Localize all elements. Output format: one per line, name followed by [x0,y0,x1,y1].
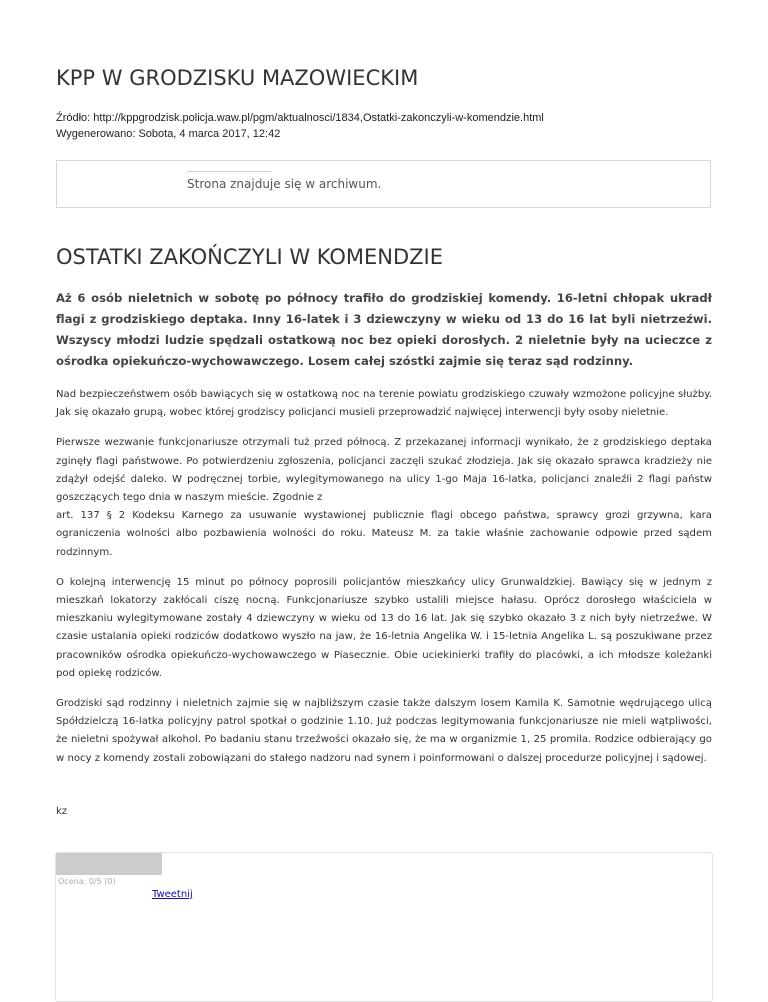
archive-notice: Strona znajduje się w archiwum. [187,177,382,191]
page-meta [56,110,544,142]
article-paragraph: O kolejną interwencję 15 minut po północy poprosili policjantów mieszkańcy ulicy Grunwaldzkiej. Bawiący się w jednym z mieszkań lokatorzy zakłócali ciszę nocną. Funkcjonariusze szybko ustalili miejsce hałasu. Oprócz dorosłego właściciela w mieszkaniu wylegitymowane zostały 4 dziewczyny w wieku od 13 do 16 lat. Jak się szybko okazało 3 z nich były nietrzeźwe. W czasie ustalania opieki rodziców dodatkowo wyszło na jaw, że 16-letnia Angelika W. i 15-letnia Angelika L. są poszukiwane przez pracowników ośrodka opiekuńczo-wychowawczego w Piasecznie. Obie uciekinierki trafiły do placówki, a ich młodsze koleżanki pod opiekę rodziców. [56,576,712,679]
generated-date: Wygenerowano: Sobota, 4 marca 2017, 12:42 [56,128,281,140]
archive-divider [187,171,271,172]
article-paragraph: Grodziski sąd rodzinny i nieletnich zajmie się w najbliższym czasie także dalszym losem Kamila K. Samotnie wędrującego ulicą Spółdzielczą 16-latka policyjny patrol spotkał o godzinie 1.10. Już podczas legitymowania funkcjonariusze nie mieli wątpliwości, że nieletni spożywał alkohol. Po badaniu stanu trzeźwości okazało się, że ma w organizmie 1, 25 promila. Rodzice odbierający go w nocy z komendy zostali zobowiązani do stałego nadzoru nad synem i poinformowani o dalszej procedurze policyjnej i sądowej. [56,698,712,764]
rating-text: Ocena: 0/5 (0) [58,877,116,886]
social-box [55,852,713,1002]
rating-stars[interactable] [56,853,162,875]
article-paragraph: Nad bezpieczeństwem osób bawiących się w ostatkową noc na terenie powiatu grodziskiego czuwały wzmożone policyjne służby. Jak się okazało grupą, wobec której grodziscy policjanci musieli przeprowadzić najwięcej interwencji były osoby nieletnie. [56,389,712,419]
article-title: OSTATKI ZAKOŃCZYLI W KOMENDZIE [56,245,444,269]
tweet-link[interactable]: Tweetnij [152,889,193,900]
article-lead: Aż 6 osób nieletnich w sobotę po północy trafiło do grodziskiej komendy. 16-letni chłopak ukradł flagi z grodziskiego deptaka. Inny 16-latek i 3 dziewczyny w wieku od 13 do 16 lat byli nietrzeźwi. Wszyscy młodzi ludzie spędzali ostatkową noc bez opieki dorosłych. 2 nieletnie były na ucieczce z ośrodka opiekuńczo-wychowawczego. Losem całej szóstki zajmie się teraz sąd rodzinny. [56,291,712,368]
article-paragraph: Pierwsze wezwanie funkcjonariusze otrzymali tuż przed północą. Z przekazanej informacji wynikało, że z grodziskiego deptaka zginęły flagi państwowe. Po potwierdzeniu zgłoszenia, policjanci zaczęli szukać złodzieja. Jak się okazało sprawca kradzieży nie zdążył odejść daleko. W podręcznej torbie, wylegitymowanego na ulicy 1-go Maja 16-latka, policjanci znaleźli 2 flagi państw goszczących tego dnia w naszym mieście. Zgodnie z [56,437,712,504]
article-paragraph: art. 137 § 2 Kodeksu Karnego za usuwanie wystawionej publicznie flagi obcego państwa, sprawcy grozi grzywna, kara ograniczenia wolności albo pozbawienia wolności do roku. Mateusz M. za takie właśnie zachowanie odpowie przed sądem rodzinnym. [56,510,712,558]
site-title: KPP W GRODZISKU MAZOWIECKIM [56,66,419,90]
archive-notice-box [56,160,711,208]
article-body [56,288,712,780]
source-url: Źródło: http://kppgrodzisk.policja.waw.pl/pgm/aktualnosci/1834,Ostatki-zakonczyli-w-komendzie.html [56,112,544,124]
author-signature: kz [56,806,68,817]
